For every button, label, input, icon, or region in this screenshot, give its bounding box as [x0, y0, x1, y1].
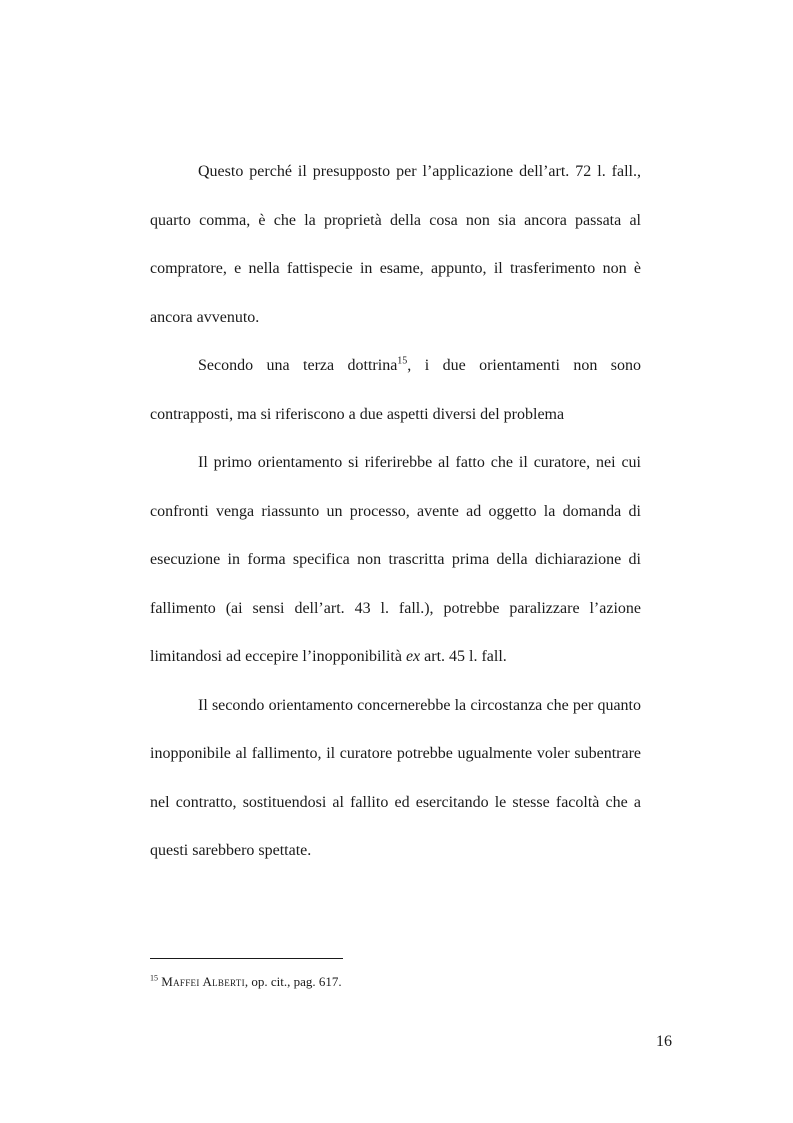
latin-term: ex — [405, 648, 421, 665]
footnote-author: Maffei Alberti — [161, 974, 245, 989]
paragraph-2 — [150, 342, 641, 439]
footnote-citation: , op. cit., pag. 617. — [244, 974, 342, 989]
paragraph-2-text-end: , i due orientamenti non sono contrapposti, ma si riferiscono a due aspetti diversi del problema — [150, 357, 641, 423]
page-number: 16 — [656, 1033, 672, 1050]
paragraph-2-text-start: Secondo una terza dottrina — [198, 357, 398, 374]
body-text — [150, 148, 641, 876]
paragraph-4: Il secondo orientamento concernerebbe la circostanza che per quanto inopponibile al fallimento, il curatore potrebbe ugualmente voler subentrare nel contratto, sostituendosi al fallito ed esercitando le stesse facoltà che a questi sarebbero spettate. — [150, 696, 641, 859]
footnote-reference[interactable]: 15 — [397, 355, 408, 367]
paragraph-3-tail-end: art. 45 l. fall. — [424, 648, 507, 665]
paragraph-3 — [150, 439, 641, 682]
footnote-number: 15 — [150, 973, 158, 983]
footnote — [150, 973, 342, 991]
paragraph-3-text: Il primo orientamento si riferirebbe al fatto che il curatore, nei cui confronti venga riassunto un processo, avente ad oggetto la domanda di esecuzione in forma specifica non trascritta prima della dichiarazione di fallimento (ai sensi dell’art. 43 l. fall.), potrebbe paralizzare l’azione — [150, 454, 641, 617]
paragraph-3-tail-start: limitandosi ad eccepire l’inopponibilità — [150, 648, 402, 665]
paragraph-1: Questo perché il presupposto per l’applicazione dell’art. 72 l. fall., quarto comma, è che la proprietà della cosa non sia ancora passata al compratore, e nella fattispecie in esame, appunto, il trasferimento non è ancora avvenuto. — [150, 163, 641, 326]
footnote-separator — [150, 958, 343, 959]
